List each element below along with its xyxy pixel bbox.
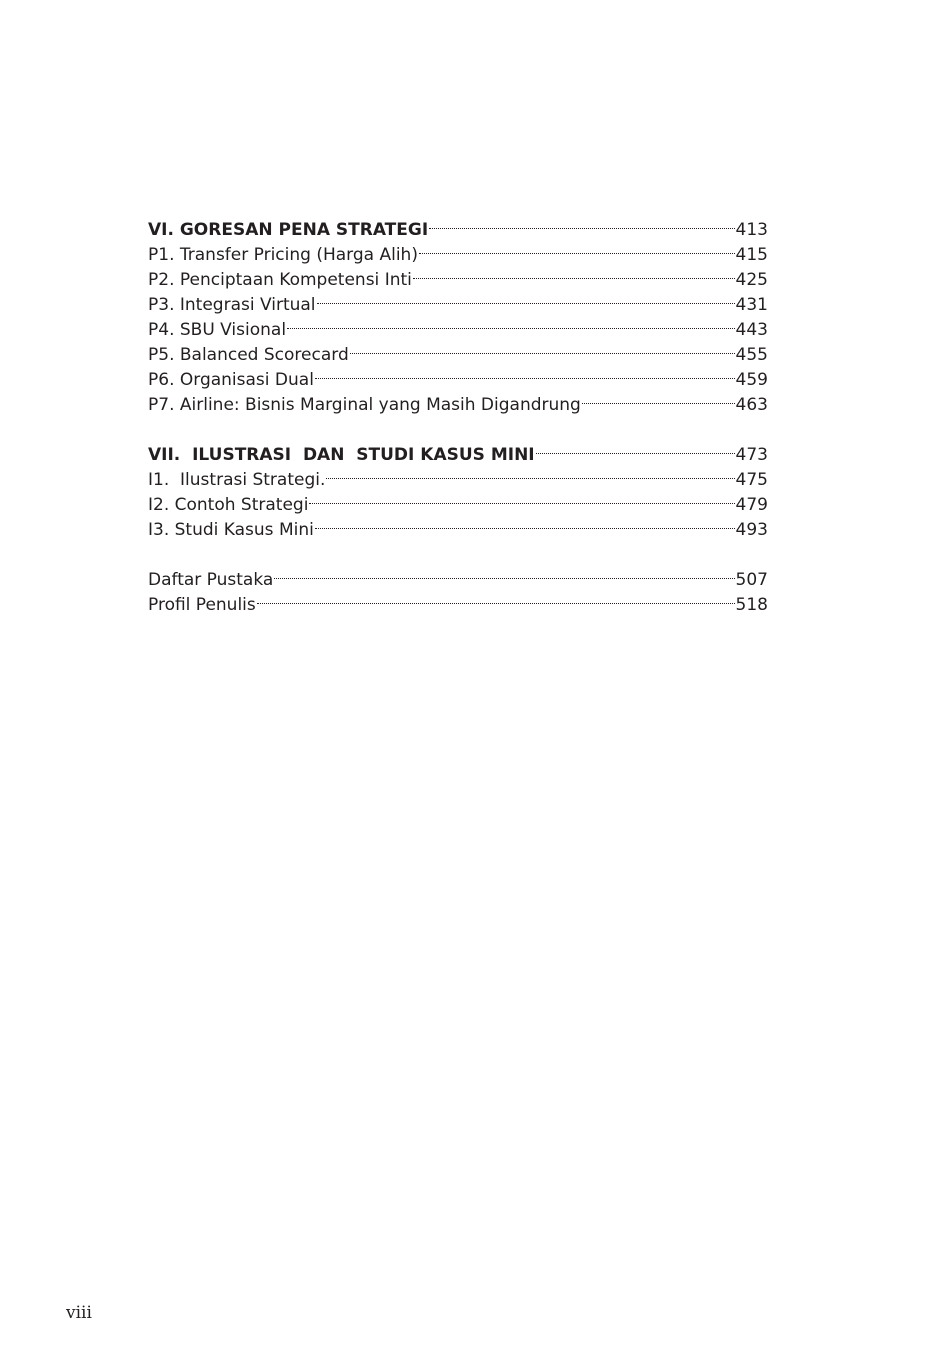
toc-entry-page: 507 (735, 570, 768, 590)
toc-entry-label: I2. Contoh Strategi (148, 495, 309, 515)
toc-entry-page: 479 (735, 495, 768, 515)
toc-entry-page: 518 (735, 595, 768, 615)
dot-leader (419, 235, 735, 260)
toc-entry-label: P3. Integrasi Virtual (148, 295, 316, 315)
toc-heading[interactable] (148, 210, 768, 240)
toc-entry-label: P6. Organisasi Dual (148, 370, 314, 390)
dot-leader (315, 510, 735, 535)
toc-entry-page: 463 (735, 395, 768, 415)
toc-entry-label: I1. Ilustrasi Strategi. (148, 470, 326, 490)
dot-leader (287, 310, 734, 335)
toc-entry[interactable] (148, 560, 768, 590)
dot-leader (536, 435, 735, 460)
dot-leader (413, 260, 735, 285)
toc-entry-label: P1. Transfer Pricing (Harga Alih) (148, 245, 418, 265)
toc-entry-label: P4. SBU Visional (148, 320, 287, 340)
page-number: viii (66, 1303, 92, 1323)
toc-entry-label: VI. GORESAN PENA STRATEGI (148, 220, 429, 240)
toc-entry-page: 431 (735, 295, 768, 315)
dot-leader (315, 360, 735, 385)
dot-leader (429, 210, 734, 235)
toc-entry-label: P5. Balanced Scorecard (148, 345, 349, 365)
toc-entry-label: Daftar Pustaka (148, 570, 274, 590)
dot-leader (582, 385, 735, 410)
toc-entry-page: 443 (735, 320, 768, 340)
toc-entry-label: Profil Penulis (148, 595, 256, 615)
table-of-contents (148, 210, 768, 635)
toc-entry-page: 413 (735, 220, 768, 240)
toc-entry-page: 455 (735, 345, 768, 365)
toc-entry-page: 473 (735, 445, 768, 465)
dot-leader (350, 335, 735, 360)
toc-entry-page: 459 (735, 370, 768, 390)
dot-leader (326, 460, 734, 485)
dot-leader (257, 585, 735, 610)
toc-entry-page: 475 (735, 470, 768, 490)
dot-leader (274, 560, 734, 585)
toc-entry-label: VII. ILUSTRASI DAN STUDI KASUS MINI (148, 445, 535, 465)
dot-leader (309, 485, 734, 510)
toc-section-vi (148, 210, 768, 415)
dot-leader (317, 285, 735, 310)
toc-entry-label: I3. Studi Kasus Mini (148, 520, 314, 540)
toc-heading[interactable] (148, 435, 768, 465)
toc-entry-page: 415 (735, 245, 768, 265)
toc-section-back-matter (148, 560, 768, 615)
toc-section-vii (148, 435, 768, 540)
toc-entry-page: 493 (735, 520, 768, 540)
toc-entry-label: P7. Airline: Bisnis Marginal yang Masih Digandrung (148, 395, 581, 415)
toc-entry-label: P2. Penciptaan Kompetensi Inti (148, 270, 412, 290)
toc-entry-page: 425 (735, 270, 768, 290)
